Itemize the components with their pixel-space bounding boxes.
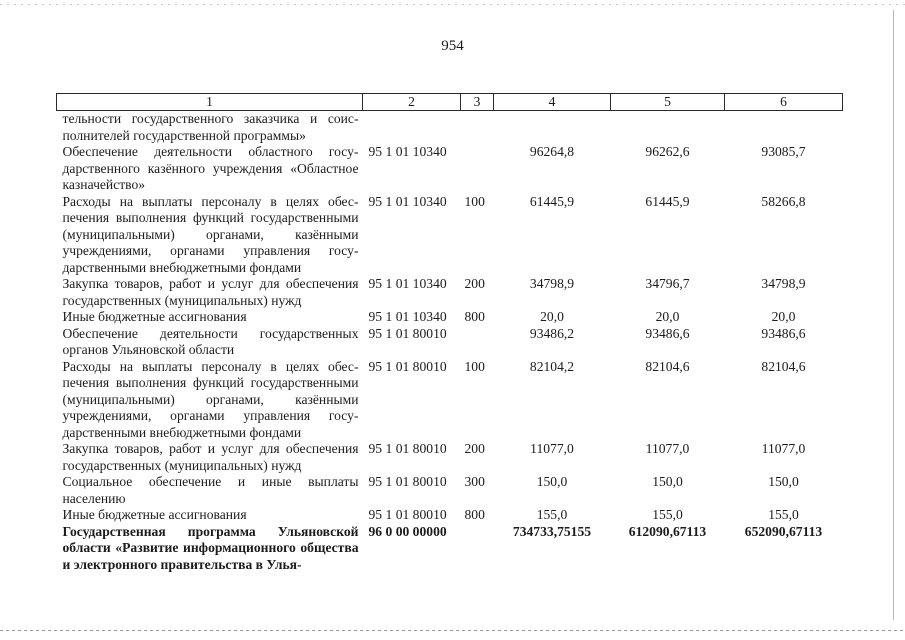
row-value-col5: 150,0 bbox=[652, 474, 683, 489]
row-value-col5: 34796,7 bbox=[645, 276, 690, 291]
table-row bbox=[57, 359, 843, 442]
table-row bbox=[57, 474, 843, 507]
table-row bbox=[57, 309, 843, 326]
row-code: 95 1 01 10340 bbox=[368, 309, 447, 324]
header-col-3: 3 bbox=[461, 94, 494, 111]
row-value-col6: 93085,7 bbox=[761, 144, 806, 159]
budget-table bbox=[56, 93, 843, 573]
row-expense-type: 100 bbox=[464, 358, 485, 374]
row-value-col4: 155,0 bbox=[536, 507, 568, 522]
row-description: Расходы на выплаты персоналу в целях обеспечения выполнения функций государственными (муниципальными) органами, казёнными учреждениями, органами управления государственными внебюджетными фондами bbox=[62, 193, 359, 275]
row-value-col6: 58266,8 bbox=[761, 193, 806, 209]
row-description: Обеспечение деятельности государственных органов Ульяновской области bbox=[62, 325, 359, 357]
header-col-2: 2 bbox=[363, 94, 461, 111]
row-value-col4: 96264,8 bbox=[529, 144, 575, 159]
row-description: Обеспечение деятельности областного государственного казённого учреждения «Областное казначейство» bbox=[62, 144, 359, 192]
table-row bbox=[57, 441, 843, 474]
row-code: 95 1 01 80010 bbox=[368, 325, 447, 341]
row-value-col5: 155,0 bbox=[652, 507, 683, 522]
page-number: 954 bbox=[441, 38, 464, 54]
row-value-col6: 155,0 bbox=[768, 507, 799, 522]
row-value-col6: 652090,67113 bbox=[744, 523, 823, 539]
row-expense-type bbox=[461, 326, 494, 359]
row-description: Иные бюджетные ассигнования bbox=[62, 507, 247, 522]
page-top-edge bbox=[0, 4, 905, 5]
row-expense-type bbox=[461, 524, 494, 574]
row-value-col4: 150,0 bbox=[536, 474, 568, 489]
row-expense-type: 200 bbox=[464, 441, 485, 456]
row-value-col6: 34798,9 bbox=[761, 276, 806, 291]
row-description: Иные бюджетные ассигнования bbox=[62, 309, 247, 324]
row-expense-type: 800 bbox=[464, 309, 485, 324]
row-description: Закупка товаров, работ и услуг для обеспечения государственных (муниципальных) нужд bbox=[62, 276, 359, 308]
header-row bbox=[57, 94, 843, 111]
page-right-edge bbox=[893, 10, 894, 620]
row-value-col6 bbox=[725, 111, 843, 145]
header-col-6: 6 bbox=[725, 94, 843, 111]
row-code: 95 1 01 80010 bbox=[368, 474, 447, 489]
row-value-col4: 93486,2 bbox=[529, 325, 575, 341]
table-row bbox=[57, 326, 843, 359]
header-col-1: 1 bbox=[57, 94, 363, 111]
row-expense-type: 300 bbox=[464, 474, 485, 489]
row-value-col4: 61445,9 bbox=[529, 193, 575, 209]
row-code: 95 1 01 80010 bbox=[368, 441, 447, 456]
row-expense-type: 800 bbox=[464, 507, 485, 522]
row-value-col5: 93486,6 bbox=[645, 325, 690, 341]
row-value-col4: 34798,9 bbox=[529, 276, 575, 291]
row-value-col4: 82104,2 bbox=[529, 358, 575, 374]
page-bottom-edge bbox=[0, 630, 905, 631]
row-value-col5: 61445,9 bbox=[645, 193, 690, 209]
row-value-col6: 93486,6 bbox=[761, 325, 806, 341]
table-row bbox=[57, 194, 843, 277]
row-description: Закупка товаров, работ и услуг для обеспечения государственных (муниципальных) нужд bbox=[62, 441, 359, 473]
table-row bbox=[57, 111, 843, 145]
row-value-col6: 20,0 bbox=[771, 309, 796, 324]
row-expense-type: 200 bbox=[464, 276, 485, 291]
row-value-col4: 11077,0 bbox=[530, 441, 574, 456]
row-code: 95 1 01 80010 bbox=[368, 358, 447, 374]
row-expense-type: 100 bbox=[464, 193, 485, 209]
table-header bbox=[57, 94, 843, 111]
row-value-col4: 20,0 bbox=[540, 309, 564, 324]
row-description: Социальное обеспечение и иные выплаты населению bbox=[62, 474, 359, 506]
row-description: Государственная программа Ульяновской области «Развитие информационного общества и электронного правительства в Улья- bbox=[62, 523, 359, 572]
row-code: 96 0 00 00000 bbox=[368, 523, 447, 539]
table-body bbox=[57, 111, 843, 574]
row-value-col5: 96262,6 bbox=[645, 144, 690, 159]
row-value-col4: 734733,75155 bbox=[512, 523, 592, 539]
table-row bbox=[57, 144, 843, 194]
row-value-col6: 82104,6 bbox=[761, 358, 806, 374]
row-code: 95 1 01 10340 bbox=[368, 276, 447, 291]
row-description: тельности государственного заказчика и соисполнителей государственной программы» bbox=[62, 111, 359, 143]
table-row-program-total bbox=[57, 524, 843, 574]
row-description: Расходы на выплаты персоналу в целях обеспечения выполнения функций государственными (муниципальными) органами, казёнными учреждениями, органами управления государственными внебюджетными фондами bbox=[62, 358, 359, 440]
row-code: 95 1 01 10340 bbox=[368, 193, 447, 209]
row-value-col5: 612090,67113 bbox=[628, 523, 707, 539]
row-value-col4 bbox=[494, 111, 611, 145]
row-expense-type bbox=[461, 144, 494, 194]
row-value-col5: 11077,0 bbox=[645, 441, 690, 456]
table-row bbox=[57, 276, 843, 309]
row-code bbox=[363, 111, 461, 145]
header-col-4: 4 bbox=[494, 94, 611, 111]
row-value-col5: 20,0 bbox=[655, 309, 680, 324]
row-value-col5 bbox=[611, 111, 725, 145]
table-row bbox=[57, 507, 843, 524]
row-value-col6: 11077,0 bbox=[761, 441, 806, 456]
row-value-col6: 150,0 bbox=[768, 474, 799, 489]
row-expense-type bbox=[461, 111, 494, 145]
row-value-col5: 82104,6 bbox=[645, 358, 690, 374]
row-code: 95 1 01 80010 bbox=[368, 507, 447, 522]
row-code: 95 1 01 10340 bbox=[368, 144, 447, 159]
header-col-5: 5 bbox=[611, 94, 725, 111]
